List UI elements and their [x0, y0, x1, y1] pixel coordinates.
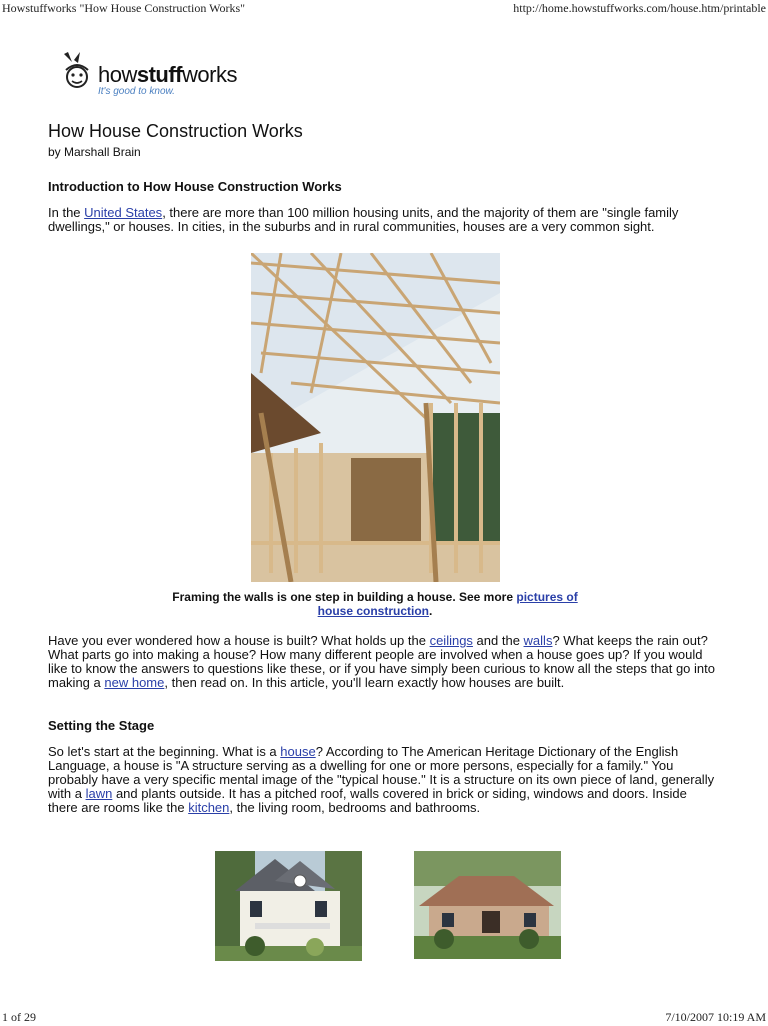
page-number: 1 of 29 [2, 1010, 36, 1024]
link-new-home[interactable]: new home [104, 675, 165, 690]
house-photo-white [215, 851, 362, 961]
print-timestamp: 7/10/2007 10:19 AM [665, 1010, 766, 1024]
link-united-states[interactable]: United States [84, 205, 163, 220]
link-house[interactable]: house [280, 744, 316, 759]
link-ceilings[interactable]: ceilings [429, 633, 473, 648]
logo-tagline: It's good to know. [98, 86, 175, 97]
print-header [0, 1, 768, 17]
photo-caption: Framing the walls is one step in building a house. See more pictures of house construction. [172, 590, 578, 618]
logo-wordmark: howstuffworks [98, 62, 237, 87]
link-kitchen[interactable]: kitchen [188, 800, 230, 815]
print-header-url: http://home.howstuffworks.com/house.htm/printable [513, 1, 766, 15]
body-paragraph-definition: So let's start at the beginning. What is a house? According to The American Heritage Dictionary of the English Language, a house is "A structure serving as a dwelling for one or more persons, especially for a family." You probably have a very specific mental image of the "typical house." It is a structure on its own piece of land, generally with a lawn and plants outside. It has a pitched roof, walls covered in brick or siding, windows and doors. Inside there are rooms like the kitchen, the living room, bedrooms and bathrooms. [48, 744, 715, 815]
house-photo-brick [414, 851, 561, 959]
link-pictures-of-house-construction[interactable]: pictures of house construction [317, 590, 578, 618]
howstuffworks-logo[interactable] [58, 50, 248, 100]
intro-heading: Introduction to How House Construction Works [48, 179, 342, 194]
body-paragraph-questions: Have you ever wondered how a house is built? What holds up the ceilings and the walls? What keeps the rain out? What parts go into making a house? How many different people are involved when a house goes up? If you would like to know the answers to questions like these, or if you have simply been curious to know all the steps that go into making a new home, then read on. In this article, you'll learn exactly how houses are built. [48, 633, 715, 690]
logo-mascot-icon [58, 50, 96, 98]
setting-the-stage-heading: Setting the Stage [48, 718, 155, 733]
article-byline: by Marshall Brain [48, 145, 141, 159]
intro-paragraph: In the United States, there are more than 100 million housing units, and the majority of them are "single family dwellings," or houses. In cities, in the suburbs and in rural communities, houses are a very common sight. [48, 205, 679, 234]
link-lawn[interactable]: lawn [85, 786, 113, 801]
print-header-title: Howstuffworks "How House Construction Works" [2, 1, 246, 15]
link-walls[interactable]: walls [523, 633, 553, 648]
house-framing-photo [251, 253, 500, 582]
article-title: How House Construction Works [48, 121, 303, 141]
